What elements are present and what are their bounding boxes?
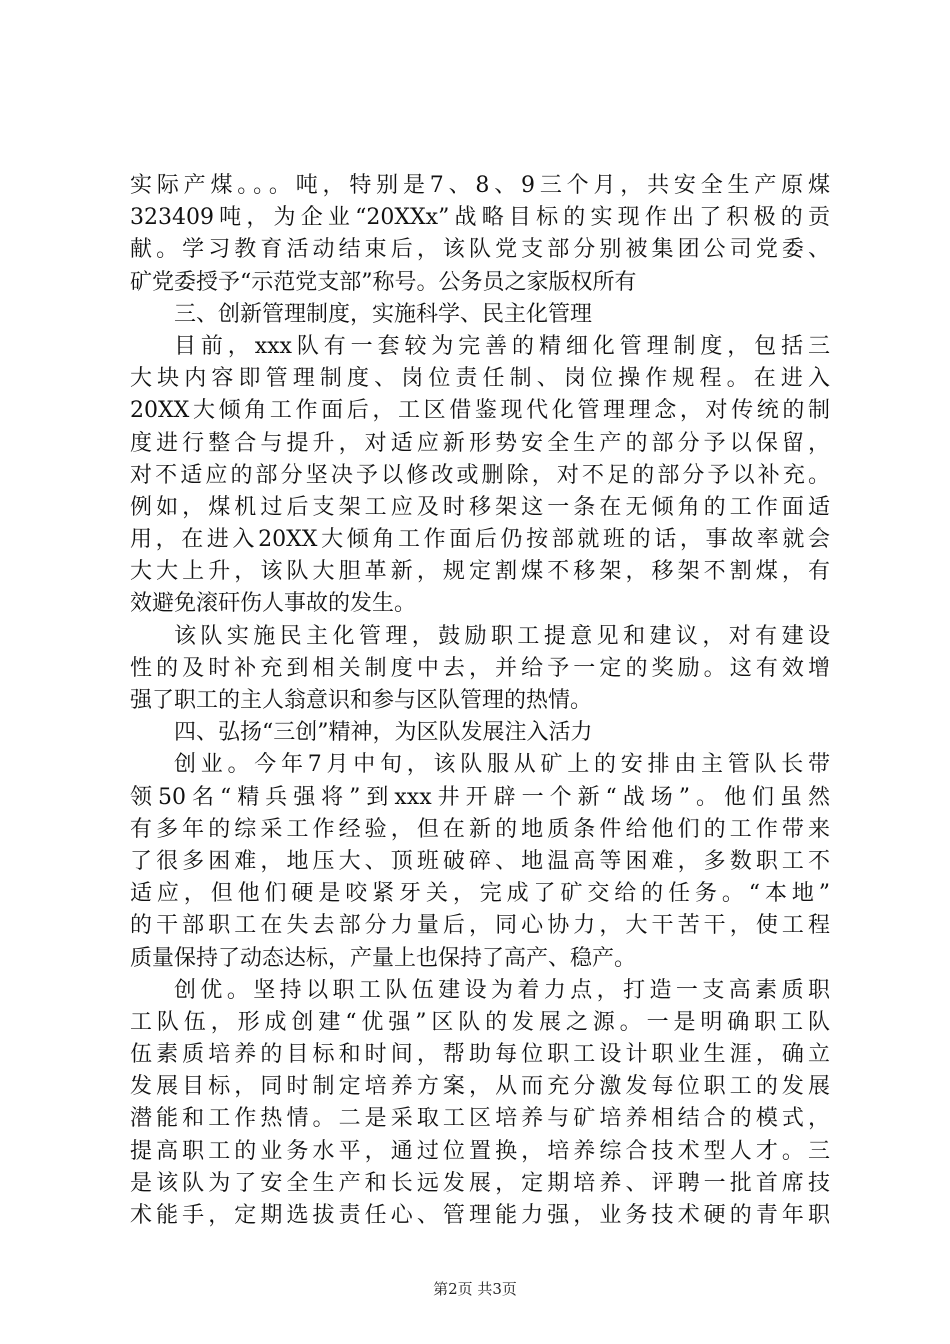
text-line: 四、弘扬“三创”精神，为区队发展注入活力 [174, 720, 593, 746]
text-line: 创业。今年7月中旬，该队服从矿上的安排由主管队长带 [174, 752, 830, 778]
text-line: 有多年的综采工作经验，但在新的地质条件给他们的工作带来 [130, 816, 830, 842]
page-footer: 第2页 共3页 [433, 1280, 517, 1298]
text-line: 矿党委授予“示范党支部”称号。公务员之家版权所有 [130, 269, 637, 295]
text-line: 献。学习教育活动结束后，该队党支部分别被集团公司党委、 [130, 237, 830, 263]
text-line: 创优。坚持以职工队伍建设为着力点，打造一支高素质职 [174, 977, 830, 1003]
text-line: 实际产煤。。。吨，特别是7、8、9三个月，共安全生产原煤 [130, 173, 830, 198]
text-line: 的干部职工在失去部分力量后，同心协力，大干苦干，使工程 [130, 913, 830, 939]
text-line: 强了职工的主人翁意识和参与区队管理的热情。 [130, 688, 593, 713]
text-line: 术能手，定期选拔责任心、管理能力强，业务技术硬的青年职 [130, 1203, 830, 1228]
text-line: 质量保持了动态达标，产量上也保持了高产、稳产。 [130, 945, 637, 971]
text-line: 性的及时补充到相关制度中去，并给予一定的奖励。这有效增 [130, 655, 830, 681]
text-line: 伍素质培养的目标和时间，帮助每位职工设计职业生涯，确立 [130, 1042, 830, 1068]
text-line: 效避免滚矸伤人事故的发生。 [130, 591, 417, 617]
text-line: 目前，xxx队有一套较为完善的精细化管理制度，包括三 [174, 333, 830, 359]
text-line: 提高职工的业务水平，通过位置换，培养综合技术型人才。三 [130, 1138, 830, 1164]
text-line: 323409吨，为企业“20XXx”战略目标的实现作出了积极的贡 [130, 205, 830, 231]
text-line: 领50名“精兵强将”到xxx井开辟一个新“战场”。他们虽然 [130, 784, 830, 810]
text-line: 该队实施民主化管理，鼓励职工提意见和建议，对有建设 [174, 623, 830, 649]
text-line: 是该队为了安全生产和长远发展，定期培养、评聘一批首席技 [130, 1170, 830, 1196]
text-line: 20XX大倾角工作面后，工区借鉴现代化管理理念，对传统的制 [130, 398, 830, 424]
text-line: 用，在进入20XX大倾角工作面后仍按部就班的话，事故率就会 [130, 527, 830, 553]
text-line: 适应，但他们硬是咬紧牙关，完成了矿交给的任务。“本地” [130, 881, 830, 907]
document-body [130, 170, 830, 1232]
text-line: 潜能和工作热情。二是采取工区培养与矿培养相结合的模式， [130, 1106, 830, 1132]
text-line: 大块内容即管理制度、岗位责任制、岗位操作规程。在进入 [130, 366, 830, 392]
text-line: 发展目标，同时制定培养方案，从而充分激发每位职工的发展 [130, 1074, 830, 1100]
text-line: 工队伍，形成创建“优强”区队的发展之源。一是明确职工队 [130, 1009, 830, 1035]
text-line: 三、创新管理制度，实施科学、民主化管理 [174, 301, 593, 327]
text-line: 了很多困难，地压大、顶班破碎、地温高等困难，多数职工不 [130, 848, 830, 874]
text-line: 大大上升，该队大胆革新，规定割煤不移架，移架不割煤，有 [130, 559, 830, 585]
text-line: 例如，煤机过后支架工应及时移架这一条在无倾角的工作面适 [130, 494, 830, 520]
text-line: 对不适应的部分坚决予以修改或删除，对不足的部分予以补充。 [130, 462, 830, 488]
text-line: 度进行整合与提升，对适应新形势安全生产的部分予以保留， [130, 430, 830, 456]
